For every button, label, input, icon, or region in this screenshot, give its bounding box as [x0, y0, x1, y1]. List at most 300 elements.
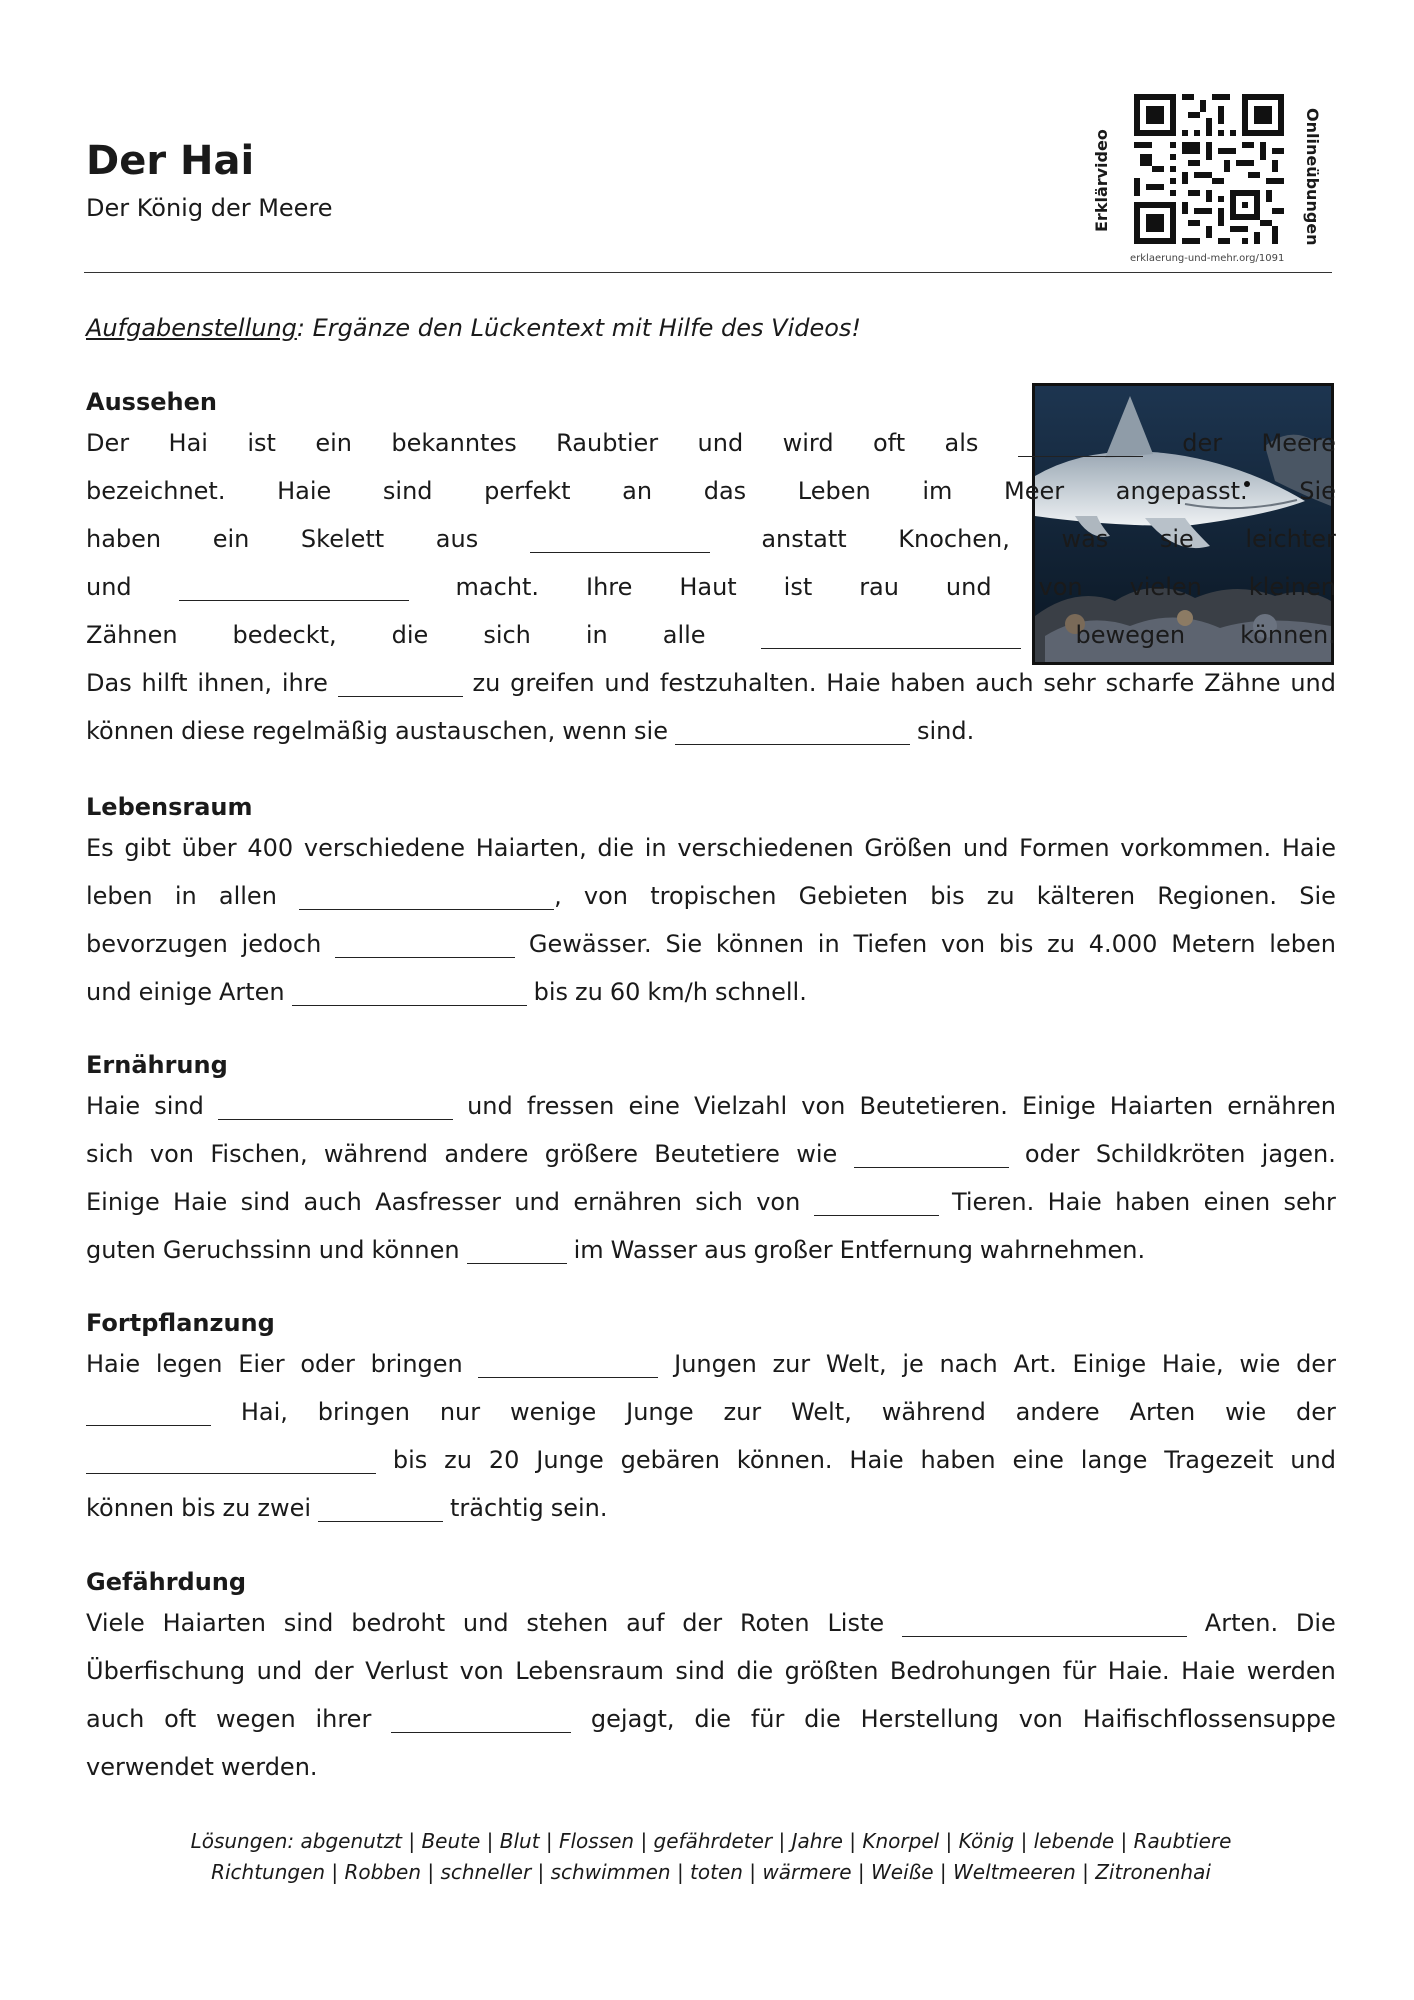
task-instruction [86, 314, 861, 342]
word: wenige [510, 1398, 597, 1426]
word: Zähne [1204, 669, 1281, 697]
word: je [902, 1350, 924, 1378]
text-line [86, 1388, 1336, 1436]
qr-code-icon[interactable] [1134, 94, 1284, 244]
blank-field[interactable] [292, 1004, 527, 1006]
word: wenn [562, 717, 628, 745]
word: Haie [277, 477, 332, 505]
word: wie [1239, 1350, 1281, 1378]
instruction-label: Aufgabenstellung [86, 314, 297, 342]
word [338, 659, 463, 707]
word: wie [1225, 1398, 1267, 1426]
word: leben [1269, 930, 1336, 958]
word: Einige [1021, 1092, 1096, 1120]
word: Schildkröten [1095, 1140, 1246, 1168]
word: zu [444, 1446, 472, 1474]
word: Welt, [825, 1350, 887, 1378]
word: die [736, 1657, 774, 1685]
word: verschiedene [303, 834, 466, 862]
blank-field[interactable] [902, 1635, 1187, 1637]
word [902, 1599, 1187, 1647]
word: nur [439, 1398, 481, 1426]
word: oft [873, 429, 906, 457]
word: Größen [864, 834, 953, 862]
word: Eier [238, 1350, 285, 1378]
word: größere [544, 1140, 638, 1168]
blank-field[interactable] [467, 1262, 567, 1264]
text-line [86, 563, 1336, 611]
word: Formen [1019, 834, 1110, 862]
word: bedeckt, [232, 621, 337, 649]
word: sich [695, 1188, 743, 1216]
word: wird [782, 429, 834, 457]
word: Beutetiere [654, 1140, 780, 1168]
word: km/h [647, 978, 708, 1006]
word: der [313, 1657, 354, 1685]
word [391, 1695, 571, 1743]
word: der [682, 1609, 723, 1637]
word: anstatt [761, 525, 847, 553]
word: im [573, 1236, 604, 1264]
word: auf [626, 1609, 665, 1637]
word: was [1061, 525, 1109, 553]
word: diese [181, 717, 246, 745]
word: Haie [86, 1350, 141, 1378]
word: fressen [526, 1092, 615, 1120]
text-line [86, 968, 1336, 1016]
word: bis [998, 930, 1034, 958]
word: und [467, 1092, 513, 1120]
word: haben [890, 669, 966, 697]
blank-field[interactable] [179, 599, 409, 601]
word: einen [1203, 1188, 1271, 1216]
word: können [371, 1236, 460, 1264]
word: und [945, 573, 992, 601]
online-exercises-label: Onlineübungen [1303, 108, 1322, 246]
section-gefaehrdung [86, 1565, 1336, 1791]
word: bedroht [351, 1609, 446, 1637]
word: bringen [317, 1398, 410, 1426]
word: für [1062, 1657, 1097, 1685]
text-line [86, 1178, 1336, 1226]
word: bis [181, 1494, 216, 1522]
word: Welt, [791, 1398, 852, 1426]
word: bis [930, 882, 965, 910]
word: Sie [1299, 882, 1336, 910]
word: ist [783, 573, 813, 601]
word: Meere [1261, 429, 1336, 457]
word: und [1290, 1446, 1336, 1474]
word: gebären [620, 1446, 720, 1474]
text-line [86, 824, 1336, 872]
word: gibt [124, 834, 171, 862]
word: Haie, [1161, 1350, 1224, 1378]
word: Tragezeit [1164, 1446, 1274, 1474]
word [86, 1388, 211, 1436]
word: regelmäßig [252, 717, 388, 745]
word: sehr [1043, 669, 1096, 697]
word: großer [753, 1236, 833, 1264]
text-line [86, 920, 1336, 968]
word: 20 [488, 1446, 520, 1474]
word: zu [575, 978, 603, 1006]
word: legen [155, 1350, 223, 1378]
text-line [86, 1484, 1336, 1532]
word: Regionen. [1157, 882, 1278, 910]
word: auch [303, 1188, 362, 1216]
word: Raubtier [556, 429, 659, 457]
word: bis [392, 1446, 428, 1474]
word: und [462, 1609, 509, 1637]
word: Einige [1072, 1350, 1147, 1378]
word: oder [300, 1350, 355, 1378]
word: bekanntes [391, 429, 517, 457]
word: nach [939, 1350, 998, 1378]
word: und [86, 978, 132, 1006]
word: das [703, 477, 747, 505]
word: von [756, 1188, 801, 1216]
word: Lebensraum [515, 1657, 664, 1685]
word: eine [628, 1092, 680, 1120]
word: Haifischflossensuppe [1082, 1705, 1336, 1733]
word: aus [435, 525, 479, 553]
word [761, 611, 1021, 659]
section-ernaehrung [86, 1048, 1336, 1274]
word: Skelett [300, 525, 385, 553]
word: 400 [247, 834, 294, 862]
word: können [86, 717, 175, 745]
section-fortpflanzung [86, 1306, 1336, 1532]
word: allen [218, 882, 277, 910]
word: und [514, 1188, 560, 1216]
word [854, 1130, 1009, 1178]
word: von [941, 930, 986, 958]
word: vorkommen. [1120, 834, 1272, 862]
word: schnell. [714, 978, 807, 1006]
word: von [801, 1092, 846, 1120]
text-line [86, 515, 1336, 563]
word: Hai, [240, 1398, 288, 1426]
word: die [391, 621, 429, 649]
word: Haie [86, 1092, 141, 1120]
word: können. [736, 1446, 833, 1474]
blank-field[interactable] [1018, 455, 1143, 457]
word: wahrnehmen. [979, 1236, 1146, 1264]
text-line [86, 419, 1336, 467]
word: Fischen, [210, 1140, 308, 1168]
word: wie [796, 1140, 838, 1168]
word: der [1296, 1350, 1336, 1378]
word [218, 1082, 453, 1130]
blank-field[interactable] [530, 551, 710, 553]
word: und [604, 669, 651, 697]
blank-field[interactable] [478, 1376, 658, 1378]
word: Haiarten, [475, 834, 587, 862]
text-line [86, 1647, 1336, 1695]
word: Arten. [1204, 1609, 1279, 1637]
blank-field[interactable] [335, 956, 515, 958]
word: macht. [455, 573, 540, 601]
word: bezeichnet. [86, 477, 226, 505]
word: von [459, 1657, 504, 1685]
blank-field[interactable] [391, 1731, 571, 1733]
blank-field[interactable] [86, 1424, 211, 1426]
text-line [86, 611, 1336, 659]
word: jedoch [241, 930, 322, 958]
qr-url[interactable]: erklaerung-und-mehr.org/1091 [1130, 253, 1285, 264]
word: trächtig [450, 1494, 544, 1522]
text-line [86, 467, 1336, 515]
word: guten [86, 1236, 156, 1264]
section-heading: Gefährdung [86, 1568, 247, 1596]
explainer-video-label: Erklärvideo [1092, 129, 1111, 232]
word: ihre [281, 669, 328, 697]
word [86, 1436, 376, 1484]
blank-field[interactable] [86, 1472, 376, 1474]
word: und [1290, 669, 1336, 697]
word: lange [1080, 1446, 1148, 1474]
word: Haie [1047, 1188, 1102, 1216]
blank-field[interactable] [299, 908, 554, 910]
word: Art. [1013, 1350, 1057, 1378]
word: 60 [609, 978, 641, 1006]
word: in [644, 834, 667, 862]
word: sehr [1283, 1188, 1336, 1216]
word: Metern [1171, 930, 1256, 958]
word: können [715, 930, 805, 958]
word: auch [86, 1705, 145, 1733]
solutions-line-2: Richtungen | Robben | schneller | schwimmen | toten | wärmere | Weiße | Weltmeeren | Zitronenhai [211, 1860, 1211, 1884]
section-aussehen [86, 385, 1336, 755]
word: Viele [86, 1609, 145, 1637]
solutions-box [86, 1826, 1336, 1888]
blank-field[interactable] [854, 1166, 1009, 1168]
word: von [1038, 573, 1083, 601]
word: Arten [1129, 1398, 1196, 1426]
word: von [583, 882, 629, 910]
text-line [86, 1082, 1336, 1130]
word: Meer [1004, 477, 1065, 505]
word: 4.000 [1088, 930, 1158, 958]
word: andere [444, 1140, 529, 1168]
word: Wasser [610, 1236, 698, 1264]
word: ihnen, [197, 669, 273, 697]
word: stehen [526, 1609, 609, 1637]
blank-field[interactable] [814, 1214, 939, 1216]
word: sind [675, 1657, 725, 1685]
blank-field[interactable] [218, 1118, 453, 1120]
word: Es [86, 834, 114, 862]
word: bewegen [1075, 621, 1186, 649]
section-heading: Fortpflanzung [86, 1309, 275, 1337]
word: leichter [1245, 525, 1336, 553]
text-line [86, 1743, 1336, 1791]
word: perfekt [484, 477, 571, 505]
page-subtitle: Der König der Meere [86, 194, 333, 222]
text-line [86, 1226, 1336, 1274]
word: die [694, 1705, 732, 1733]
word: größten [784, 1657, 879, 1685]
word: verwendet [86, 1753, 214, 1781]
word: zu [472, 669, 501, 697]
word: und [318, 1236, 365, 1264]
cloze-paragraph [86, 1340, 1336, 1532]
cloze-paragraph [86, 824, 1336, 1016]
blank-field[interactable] [338, 695, 463, 697]
word: sie [634, 717, 668, 745]
word: während [323, 1140, 429, 1168]
cloze-paragraph [86, 1599, 1336, 1791]
word: Vielzahl [694, 1092, 788, 1120]
word: Zähnen [86, 621, 178, 649]
word [1018, 419, 1143, 467]
word [292, 968, 527, 1016]
text-line [86, 872, 1336, 920]
text-line [86, 707, 1336, 755]
word: kleinen [1248, 573, 1336, 601]
text-line [86, 1599, 1336, 1647]
word: greifen [510, 669, 595, 697]
word: von [1018, 1705, 1063, 1733]
word: Haie. [1107, 1657, 1170, 1685]
word: Ihre [586, 573, 633, 601]
word: Haie [173, 1188, 228, 1216]
word: Tiefen [853, 930, 928, 958]
word: Leben [797, 477, 871, 505]
page-title: Der Hai [86, 138, 255, 184]
word: im [922, 477, 953, 505]
word: haben [920, 1446, 996, 1474]
word: und [962, 834, 1009, 862]
word: verschiedenen [677, 834, 854, 862]
word: Aasfresser [375, 1188, 501, 1216]
word: hilft [141, 669, 188, 697]
text-line [86, 1340, 1336, 1388]
word: in [585, 621, 608, 649]
word: und [86, 573, 132, 601]
word: Bedrohungen [889, 1657, 1052, 1685]
word: Einige [86, 1188, 160, 1216]
word: Haut [679, 573, 737, 601]
word: zu [222, 1494, 251, 1522]
word: Haie [1181, 1657, 1236, 1685]
blank-field[interactable] [675, 743, 910, 745]
word: Knochen, [898, 525, 1010, 553]
word: Entfernung [839, 1236, 973, 1264]
word: gejagt, [590, 1705, 675, 1733]
word: während [881, 1398, 986, 1426]
word: für [750, 1705, 785, 1733]
word: Haiarten [162, 1609, 266, 1637]
word: ein [315, 429, 353, 457]
blank-field[interactable] [318, 1520, 443, 1522]
word: Haie [849, 1446, 904, 1474]
word: Arten [218, 978, 285, 1006]
word: Haiarten [1109, 1092, 1214, 1120]
word: oft [164, 1705, 197, 1733]
word: vielen [1129, 573, 1202, 601]
blank-field[interactable] [761, 647, 1021, 649]
word: Gewässer. [528, 930, 652, 958]
word [179, 563, 409, 611]
word: sind [382, 477, 433, 505]
word: Tieren. [951, 1188, 1035, 1216]
solutions-line-1: Lösungen: abgenutzt | Beute | Blut | Flossen | gefährdeter | Jahre | Knorpel | König | lebende | Raubtiere [190, 1829, 1232, 1853]
word: Liste [827, 1609, 885, 1637]
word [335, 920, 515, 968]
section-heading: Lebensraum [86, 793, 253, 821]
word: leben [86, 882, 153, 910]
word: Das [86, 669, 132, 697]
text-line [86, 1130, 1336, 1178]
word: aus [704, 1236, 747, 1264]
word: Herstellung [860, 1705, 999, 1733]
word: andere [1015, 1398, 1100, 1426]
word: bevorzugen [86, 930, 228, 958]
word: sind [154, 1092, 204, 1120]
word: austauschen, [394, 717, 556, 745]
word: Geruchssinn [162, 1236, 312, 1264]
word: die [804, 1705, 841, 1733]
word: und [697, 429, 744, 457]
word: kälteren [1036, 882, 1136, 910]
word: Sie [1299, 477, 1336, 505]
word: sind. [916, 717, 975, 745]
word: können. [1240, 621, 1336, 649]
word: zwei [257, 1494, 312, 1522]
word: Beutetieren. [859, 1092, 1008, 1120]
word: Hai [168, 429, 208, 457]
cloze-paragraph [86, 419, 1336, 755]
word: zur [772, 1350, 811, 1378]
word [478, 1340, 658, 1388]
word: von [149, 1140, 195, 1168]
word: der [1296, 1398, 1336, 1426]
word: ein [212, 525, 250, 553]
word: werden [1246, 1657, 1336, 1685]
word: haben [86, 525, 162, 553]
instruction-text: : Ergänze den Lückentext mit Hilfe des Videos! [296, 314, 862, 342]
word: sich [483, 621, 531, 649]
word: Die [1295, 1609, 1336, 1637]
word: ihrer [315, 1705, 372, 1733]
word: scharfe [1105, 669, 1195, 697]
word: alle [662, 621, 706, 649]
word: Junge [536, 1446, 604, 1474]
word: ist [247, 429, 276, 457]
word: festzuhalten. [659, 669, 817, 697]
word: zu [986, 882, 1015, 910]
word: Jungen [674, 1350, 757, 1378]
word: sich [86, 1140, 134, 1168]
word: angepasst. [1115, 477, 1248, 505]
word [814, 1178, 939, 1226]
word: rau [859, 573, 899, 601]
word: eine [1012, 1446, 1064, 1474]
word [318, 1484, 443, 1532]
word: Roten [739, 1609, 810, 1637]
word: jagen. [1261, 1140, 1336, 1168]
word: auch [975, 669, 1034, 697]
word: bis [533, 978, 569, 1006]
word: werden. [220, 1753, 318, 1781]
cloze-paragraph [86, 1082, 1336, 1274]
word: und [256, 1657, 303, 1685]
word: Haie [1281, 834, 1336, 862]
word: sein. [550, 1494, 608, 1522]
word: Der [86, 429, 130, 457]
word: die [597, 834, 635, 862]
